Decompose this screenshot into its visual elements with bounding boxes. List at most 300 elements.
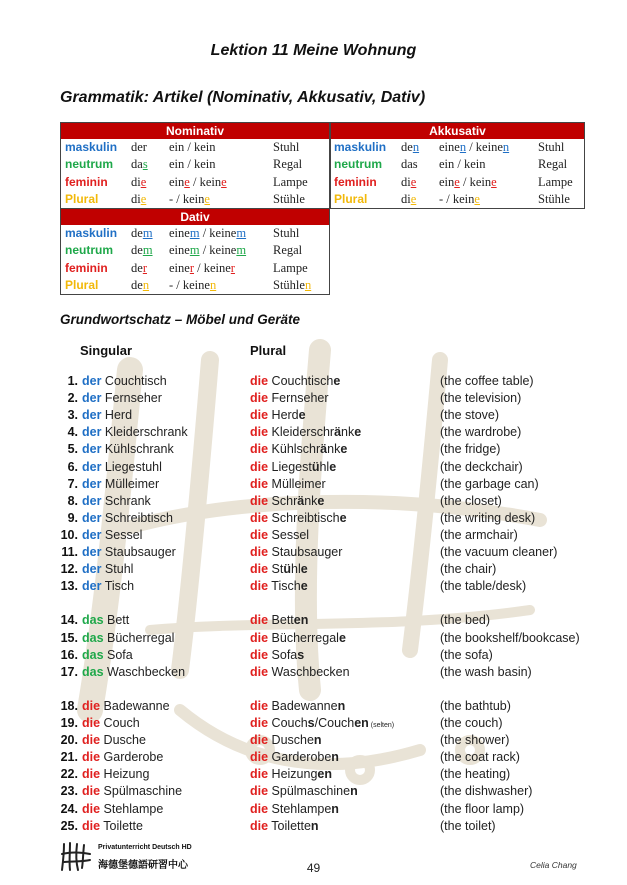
article-table-dativ xyxy=(60,208,330,295)
english-translation: (the stove) xyxy=(440,408,500,423)
example-noun xyxy=(273,260,308,277)
plural-stem: /Couch xyxy=(314,716,355,730)
article-ending: m xyxy=(236,243,247,258)
example-noun xyxy=(273,242,302,259)
singular-form xyxy=(82,424,188,441)
article-ending: r xyxy=(142,260,147,275)
article-stem: eine xyxy=(169,243,190,258)
singular-article: die xyxy=(82,801,101,816)
plural-ending: n xyxy=(331,801,339,816)
plural-article: die xyxy=(250,579,269,594)
article-ending: e xyxy=(410,174,417,189)
singular-article: der xyxy=(82,391,102,406)
english-translation: (the dishwasher) xyxy=(440,784,533,799)
singular-article: die xyxy=(82,784,101,799)
table-header: Akkusativ xyxy=(331,123,584,139)
plural-ending: en xyxy=(354,716,369,730)
singular-article: der xyxy=(82,493,102,508)
item-number: 2. xyxy=(67,391,78,406)
vocab-row xyxy=(0,476,627,493)
english-translation: (the toilet) xyxy=(440,818,496,833)
definite-article xyxy=(401,174,416,191)
case-gender-label: Plural xyxy=(65,277,99,292)
english-translation: (the wash basin) xyxy=(440,664,532,679)
plural-form xyxy=(250,493,324,510)
plural-ending: e xyxy=(338,630,346,645)
plural-umlaut: ü xyxy=(283,562,291,577)
article-stem: / keine xyxy=(199,226,237,240)
singular-form xyxy=(82,766,149,783)
indefinite-article xyxy=(169,174,227,191)
vocab-row xyxy=(0,749,627,766)
article-stem: ein / kein xyxy=(169,140,216,154)
singular-article: die xyxy=(82,698,101,713)
plural-ending: e xyxy=(339,510,347,525)
table-row xyxy=(331,139,584,156)
article-stem: de xyxy=(131,243,143,258)
singular-form xyxy=(82,407,132,424)
english-translation: (the deckchair) xyxy=(440,459,523,474)
article-stem: - / keine xyxy=(169,277,210,292)
singular-noun: Kühlschrank xyxy=(101,442,174,457)
singular-article: die xyxy=(82,750,101,765)
english-translation: (the wardrobe) xyxy=(440,425,522,440)
plural-stem: Spülmaschine xyxy=(268,784,351,799)
noun-stem: Lampe xyxy=(273,260,308,275)
plural-article: die xyxy=(250,510,269,525)
plural-ending: e xyxy=(329,459,337,474)
case-gender-label: neutrum xyxy=(334,157,382,172)
page-number: 49 xyxy=(306,861,321,875)
plural-stem: Sofa xyxy=(268,647,298,662)
definite-article xyxy=(401,156,418,173)
singular-article: das xyxy=(82,630,104,645)
example-noun xyxy=(538,156,567,173)
definite-article xyxy=(131,174,146,191)
case-gender-label: neutrum xyxy=(65,157,113,172)
article-stem: ein xyxy=(169,174,185,189)
plural-form xyxy=(250,749,339,766)
english-translation: (the heating) xyxy=(440,767,511,782)
plural-form xyxy=(250,510,347,527)
singular-noun: Fernseher xyxy=(101,391,162,406)
singular-article: der xyxy=(82,425,102,440)
english-translation: (the garbage can) xyxy=(440,476,539,491)
english-translation: (the bookshelf/bookcase) xyxy=(440,630,580,645)
singular-form xyxy=(82,612,129,629)
plural-article: die xyxy=(250,630,269,645)
article-ending: m xyxy=(236,226,247,240)
indefinite-article xyxy=(169,139,216,156)
english-translation: (the television) xyxy=(440,391,522,406)
plural-umlaut: ä xyxy=(334,425,342,440)
plural-stem: Couch xyxy=(268,716,308,730)
plural-article: die xyxy=(250,545,269,559)
item-number: 5. xyxy=(67,442,78,457)
plural-article: die xyxy=(250,442,269,457)
item-number: 18. xyxy=(60,698,78,713)
article-stem: di xyxy=(401,174,411,189)
article-ending: n xyxy=(209,277,217,292)
case-gender-label: feminin xyxy=(65,260,108,275)
plural-ending: en xyxy=(293,613,309,628)
plural-stem: Fernseher xyxy=(268,391,329,406)
table-row xyxy=(61,139,329,156)
article-ending: n xyxy=(459,140,467,154)
english-translation: (the floor lamp) xyxy=(440,801,525,816)
plural-ending: e xyxy=(340,442,348,457)
author-name: Celia Chang xyxy=(530,860,577,870)
plural-ending: s xyxy=(297,647,305,662)
vocab-row xyxy=(0,407,627,424)
singular-noun: Heizung xyxy=(100,767,150,782)
case-gender-label: maskulin xyxy=(65,226,118,240)
vocab-row xyxy=(0,441,627,458)
plural-article: die xyxy=(250,818,269,833)
singular-noun: Bücherregal xyxy=(103,630,175,645)
plural-ending: e xyxy=(333,374,341,388)
noun-stem: Stuhl xyxy=(273,140,300,154)
case-gender-label: maskulin xyxy=(65,140,118,154)
table-row xyxy=(331,191,584,208)
english-translation: (the chair) xyxy=(440,562,497,577)
article-stem: eine xyxy=(439,140,460,154)
plural-stem: Herd xyxy=(268,408,299,423)
school-name-chinese: 海德堡德語研習中心 xyxy=(98,860,188,871)
vocab-row xyxy=(0,664,627,681)
table-header: Dativ xyxy=(61,209,329,225)
singular-form xyxy=(82,698,170,715)
table-row xyxy=(61,260,329,277)
example-noun xyxy=(273,191,305,208)
singular-form xyxy=(82,578,134,595)
plural-ending: en xyxy=(317,767,332,782)
vocab-row xyxy=(0,698,627,715)
vocab-row xyxy=(0,510,627,527)
plural-article: die xyxy=(250,716,269,730)
singular-form xyxy=(82,664,185,681)
vocab-row xyxy=(0,493,627,510)
plural-stem: nk xyxy=(327,442,341,457)
article-stem: ein / kein xyxy=(169,157,216,172)
plural-stem: Stehlampe xyxy=(268,801,332,816)
plural-ending: s xyxy=(307,716,315,730)
article-stem: der xyxy=(131,140,147,154)
plural-article: die xyxy=(250,562,269,577)
noun-stem: Stühle xyxy=(273,277,305,292)
vocab-row xyxy=(0,612,627,629)
vocab-row xyxy=(0,715,627,732)
page-title: Lektion 11 Meine Wohnung xyxy=(210,42,417,59)
article-ending: s xyxy=(142,157,148,172)
plural-form xyxy=(250,527,309,544)
plural-ending: e xyxy=(298,408,306,423)
singular-article: das xyxy=(82,647,104,662)
singular-article: der xyxy=(82,527,102,542)
article-stem: / keine xyxy=(199,243,237,258)
article-ending: n xyxy=(412,140,420,154)
vocab-row xyxy=(0,544,627,561)
vocab-row xyxy=(0,578,627,595)
singular-noun: Staubsauger xyxy=(101,545,176,559)
definite-article xyxy=(131,156,148,173)
plural-article: die xyxy=(250,664,269,679)
item-number: 11. xyxy=(61,545,78,559)
plural-form xyxy=(250,732,322,749)
singular-noun: Badewanne xyxy=(100,698,170,713)
singular-article: das xyxy=(82,664,104,679)
plural-form xyxy=(250,390,329,407)
example-noun xyxy=(538,139,564,156)
singular-noun: Mülleimer xyxy=(101,476,160,491)
singular-article: der xyxy=(82,374,102,388)
indefinite-article xyxy=(169,191,210,208)
plural-ending: e xyxy=(300,562,308,577)
singular-article: der xyxy=(82,476,102,491)
singular-form xyxy=(82,459,162,476)
plural-stem: Schreibtisch xyxy=(268,510,340,525)
item-number: 21. xyxy=(60,750,78,765)
noun-ending: n xyxy=(304,277,312,292)
plural-stem: hl xyxy=(291,562,301,577)
singular-form xyxy=(82,715,140,732)
plural-article: die xyxy=(250,784,269,799)
plural-form xyxy=(250,612,308,629)
article-ending: e xyxy=(204,191,210,206)
indefinite-article xyxy=(169,242,246,259)
vocab-row xyxy=(0,818,627,835)
plural-article: die xyxy=(250,767,269,782)
singular-noun: Couch xyxy=(100,716,140,730)
plural-article: die xyxy=(250,647,269,662)
definite-article xyxy=(131,139,147,156)
item-number: 10. xyxy=(60,527,78,542)
noun-stem: Regal xyxy=(273,157,303,172)
plural-form xyxy=(250,544,342,561)
article-ending: n xyxy=(502,140,510,154)
plural-article: die xyxy=(250,476,269,491)
singular-article: das xyxy=(82,613,104,628)
singular-form xyxy=(82,647,133,664)
singular-form xyxy=(82,544,176,561)
english-translation: (the table/desk) xyxy=(440,579,527,594)
singular-article: der xyxy=(82,510,102,525)
english-translation: (the bathtub) xyxy=(440,698,511,713)
article-stem: - / kein xyxy=(439,191,475,206)
plural-ending: e xyxy=(317,493,325,508)
table-row xyxy=(61,174,329,191)
article-ending: n xyxy=(142,277,150,292)
plural-form xyxy=(250,766,332,783)
singular-noun: Sessel xyxy=(101,527,143,542)
plural-stem: Couchtisch xyxy=(268,374,334,388)
article-stem: eine xyxy=(169,260,190,275)
item-number: 4. xyxy=(67,425,78,440)
article-ending: m xyxy=(142,243,153,258)
definite-article xyxy=(401,139,419,156)
singular-noun: Dusche xyxy=(100,733,146,748)
table-row xyxy=(61,156,329,173)
noun-stem: Stuhl xyxy=(273,226,300,240)
singular-form xyxy=(82,390,162,407)
plural-stem: hl xyxy=(319,459,330,474)
item-number: 22. xyxy=(60,767,78,782)
plural-form xyxy=(250,783,358,800)
article-stem: ein xyxy=(439,174,455,189)
vocab-row xyxy=(0,424,627,441)
usage-note: (selten) xyxy=(368,722,395,729)
indefinite-article xyxy=(439,191,480,208)
noun-stem: Lampe xyxy=(273,174,308,189)
english-translation: (the fridge) xyxy=(440,442,501,457)
article-ending: e xyxy=(140,191,147,206)
definite-article xyxy=(131,260,147,277)
singular-form xyxy=(82,373,167,390)
plural-stem: Staubsauger xyxy=(268,545,343,559)
plural-stem: Schr xyxy=(268,493,298,508)
article-ending: m xyxy=(189,226,200,240)
item-number: 25. xyxy=(60,818,78,833)
article-stem: / keine xyxy=(194,260,231,275)
plural-ending: n xyxy=(313,733,322,748)
english-translation: (the shower) xyxy=(440,733,510,748)
plural-form xyxy=(250,476,326,493)
plural-form xyxy=(250,578,308,595)
plural-article: die xyxy=(250,425,269,440)
article-ending: e xyxy=(184,174,190,189)
plural-article: die xyxy=(250,527,269,542)
indefinite-article xyxy=(169,260,235,277)
article-ending: e xyxy=(140,174,147,189)
article-stem: de xyxy=(131,260,143,275)
singular-article: der xyxy=(82,442,102,457)
item-number: 24. xyxy=(60,801,78,816)
plural-column-header: Plural xyxy=(250,343,287,358)
singular-noun: Schreibtisch xyxy=(101,510,174,525)
singular-form xyxy=(82,801,163,818)
article-stem: das xyxy=(401,157,418,172)
plural-stem: Bücherregal xyxy=(268,630,339,645)
indefinite-article xyxy=(169,277,216,294)
vocab-row xyxy=(0,647,627,664)
article-ending: e xyxy=(454,174,460,189)
article-stem: / kein xyxy=(459,174,492,189)
plural-stem: Sessel xyxy=(268,527,310,542)
singular-noun: Liegestuhl xyxy=(101,459,162,474)
article-stem: de xyxy=(131,226,143,240)
singular-article: der xyxy=(82,562,102,577)
article-stem: de xyxy=(401,140,413,154)
singular-noun: Herd xyxy=(101,408,133,423)
noun-stem: Regal xyxy=(273,243,303,258)
article-stem: di xyxy=(131,174,141,189)
item-number: 9. xyxy=(67,510,78,525)
case-gender-label: feminin xyxy=(334,174,377,189)
item-number: 17. xyxy=(60,664,78,679)
plural-form xyxy=(250,818,319,835)
item-number: 15. xyxy=(60,630,78,645)
singular-noun: Toilette xyxy=(100,818,143,833)
plural-form xyxy=(250,407,306,424)
english-translation: (the armchair) xyxy=(440,527,518,542)
plural-form xyxy=(250,630,346,647)
example-noun xyxy=(273,174,308,191)
definite-article xyxy=(131,242,153,259)
plural-ending: e xyxy=(300,579,308,594)
singular-article: der xyxy=(82,408,102,423)
singular-form xyxy=(82,749,163,766)
noun-stem: Stühle xyxy=(538,191,570,206)
noun-stem: Regal xyxy=(538,157,568,172)
plural-form xyxy=(250,373,340,390)
plural-stem: nk xyxy=(341,425,355,440)
vocab-row xyxy=(0,390,627,407)
item-number: 6. xyxy=(67,459,78,474)
singular-noun: Waschbecken xyxy=(103,664,186,679)
case-gender-label: neutrum xyxy=(65,243,113,258)
indefinite-article xyxy=(439,174,497,191)
table-row xyxy=(61,277,329,294)
english-translation: (the coffee table) xyxy=(440,374,534,388)
singular-form xyxy=(82,818,143,835)
table-row xyxy=(61,225,329,242)
vocab-row xyxy=(0,766,627,783)
school-name: Privatunterricht Deutsch HD xyxy=(98,844,192,851)
english-translation: (the coat rack) xyxy=(440,750,520,765)
table-row xyxy=(331,156,584,173)
singular-form xyxy=(82,561,133,578)
item-number: 3. xyxy=(67,408,78,423)
plural-stem: Heizung xyxy=(268,767,318,782)
item-number: 14. xyxy=(60,613,78,628)
article-stem: / kein xyxy=(189,174,222,189)
vocab-row xyxy=(0,801,627,818)
singular-form xyxy=(82,476,159,493)
item-number: 23. xyxy=(60,784,78,799)
singular-article: die xyxy=(82,767,101,782)
plural-umlaut: ü xyxy=(311,459,320,474)
plural-stem: Garderobe xyxy=(268,750,332,765)
singular-noun: Stehlampe xyxy=(100,801,164,816)
singular-article: die xyxy=(82,733,101,748)
singular-noun: Stuhl xyxy=(101,562,134,577)
table-header: Nominativ xyxy=(61,123,329,139)
case-gender-label: feminin xyxy=(65,174,108,189)
vocab-row xyxy=(0,732,627,749)
noun-stem: Stühle xyxy=(273,191,305,206)
item-number: 1. xyxy=(67,374,78,388)
definite-article xyxy=(131,225,153,242)
singular-form xyxy=(82,783,182,800)
article-ending: r xyxy=(189,260,194,275)
singular-noun: Couchtisch xyxy=(101,374,167,388)
example-noun xyxy=(273,156,302,173)
vocab-row xyxy=(0,373,627,390)
plural-ending: n xyxy=(310,818,319,833)
plural-form xyxy=(250,664,350,681)
plural-article: die xyxy=(250,613,269,628)
article-ending: e xyxy=(221,174,227,189)
plural-form xyxy=(250,698,345,715)
case-gender-label: Plural xyxy=(334,191,368,206)
singular-noun: Kleiderschrank xyxy=(101,425,188,440)
plural-article: die xyxy=(250,698,269,713)
article-ending: m xyxy=(189,243,200,258)
item-number: 16. xyxy=(60,647,78,662)
plural-form xyxy=(250,647,304,664)
item-number: 12. xyxy=(60,562,78,577)
singular-form xyxy=(82,527,142,544)
